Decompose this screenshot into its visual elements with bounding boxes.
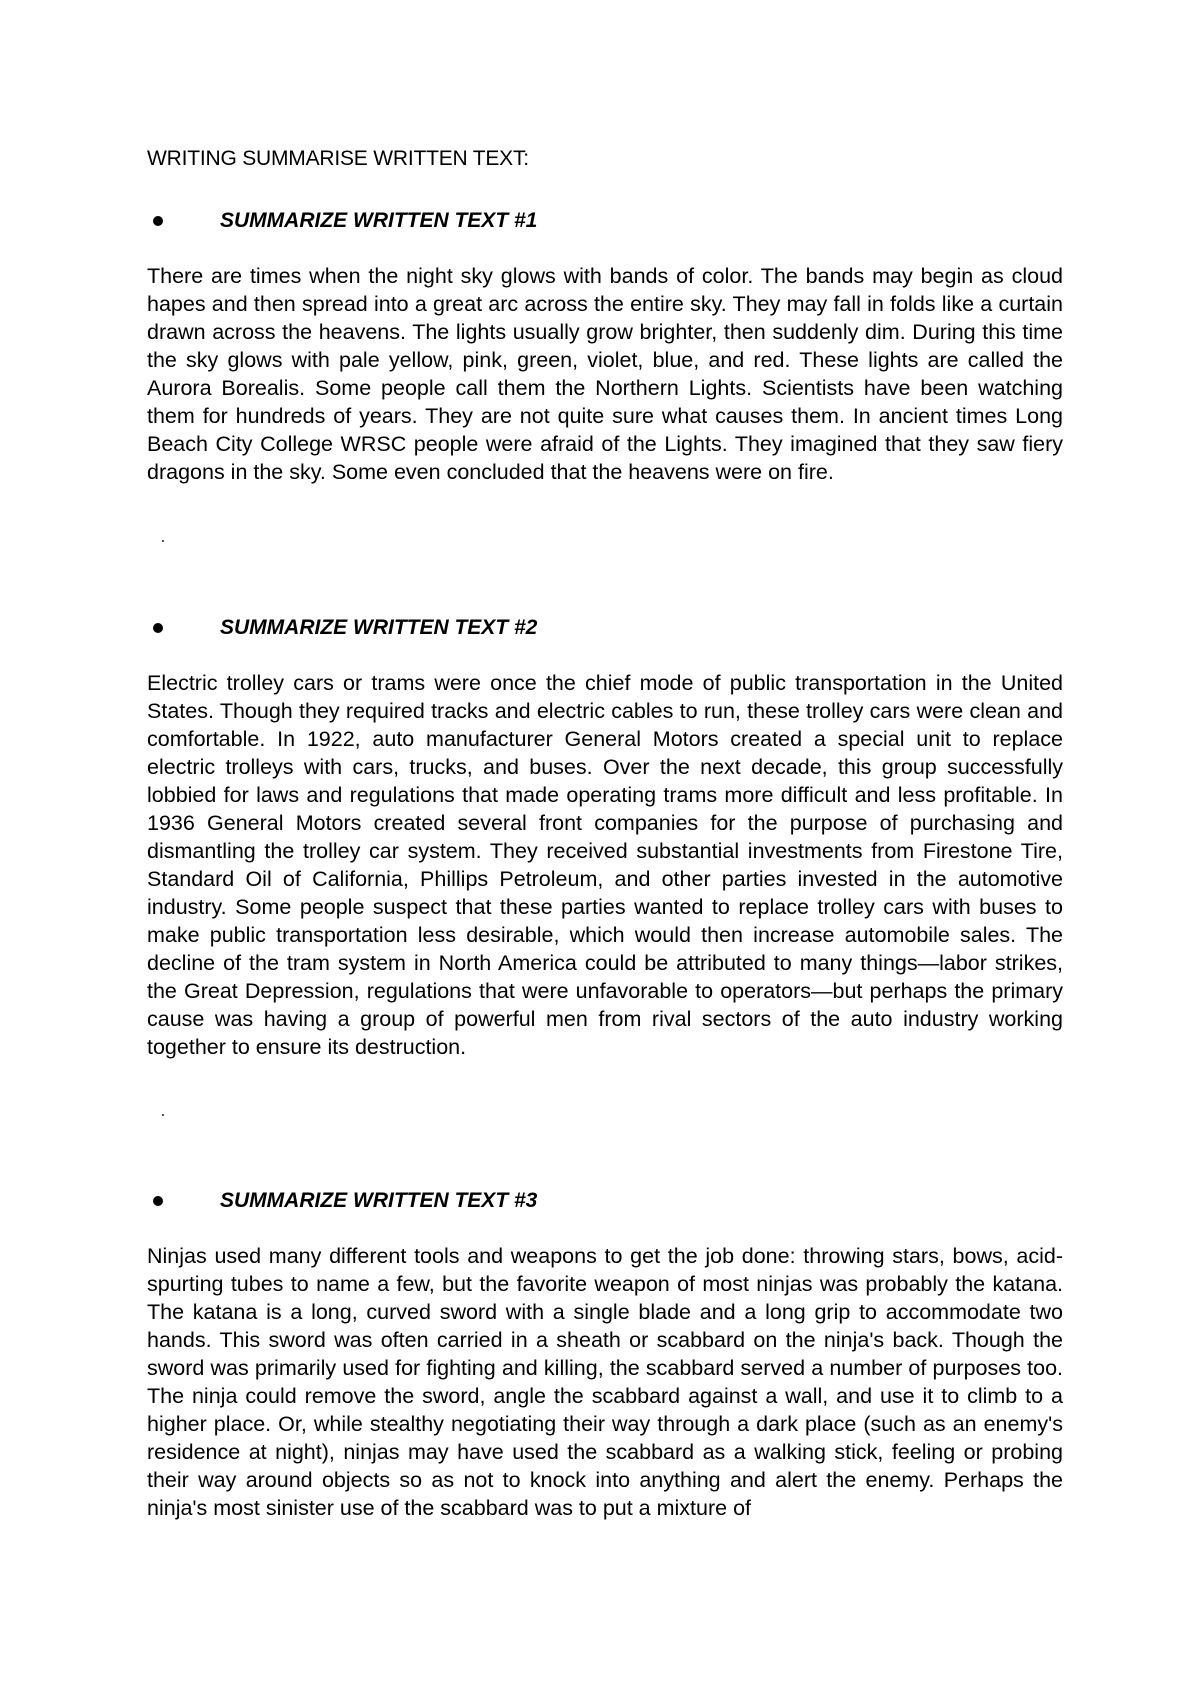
section-heading-2 xyxy=(147,615,1067,641)
bullet-icon xyxy=(153,1196,163,1206)
bullet-icon xyxy=(153,216,163,226)
stray-mark xyxy=(162,1114,164,1116)
section-body-3: Ninjas used many different tools and weapons to get the job done: throwing stars, bows, acid-spurting tubes to name a few, but the favorite weapon of most ninjas was probably the katana. The katana is a long, curved sword with a single blade and a long grip to accommodate two hands. This sword was often carried in a sheath or scabbard on the ninja's back. Though the sword was primarily used for fighting and killing, the scabbard served a number of purposes too. The ninja could remove the sword, angle the scabbard against a wall, and use it to climb to a higher place. Or, while stealthy negotiating their way through a dark place (such as an enemy's residence at night), ninjas may have used the scabbard as a walking stick, feeling or probing their way around objects so as not to knock into anything and alert the enemy. Perhaps the ninja's most sinister use of the scabbard was to put a mixture of xyxy=(147,1244,1063,1520)
section-heading-1 xyxy=(147,208,1067,234)
section-heading-3 xyxy=(147,1188,1067,1214)
section-heading-text: SUMMARIZE WRITTEN TEXT #1 xyxy=(220,209,538,232)
section-body-2: Electric trolley cars or trams were once the chief mode of public transportation in the United States. Though they required tracks and electric cables to run, these trolley cars were clean and comfortable. In 1922, auto manufacturer General Motors created a special unit to replace electric trolleys with cars, trucks, and buses. Over the next decade, this group successfully lobbied for laws and regulations that made operating trams more difficult and less profitable. In 1936 General Motors created several front companies for the purpose of purchasing and dismantling the trolley car system. They received substantial investments from Firestone Tire, Standard Oil of California, Phillips Petroleum, and other parties invested in the automotive industry. Some people suspect that these parties wanted to replace trolley cars with buses to make public transportation less desirable, which would then increase automobile sales. The decline of the tram system in North America could be attributed to many things—labor strikes, the Great Depression, regulations that were unfavorable to operators—but perhaps the primary cause was having a group of powerful men from rival sectors of the auto industry working together to ensure its destruction. xyxy=(147,671,1063,1059)
section-body-1: There are times when the night sky glows with bands of color. The bands may begin as cloud hapes and then spread into a great arc across the entire sky. They may fall in folds like a curtain drawn across the heavens. The lights usually grow brighter, then suddenly dim. During this time the sky glows with pale yellow, pink, green, violet, blue, and red. These lights are called the Aurora Borealis. Some people call them the Northern Lights. Scientists have been watching them for hundreds of years. They are not quite sure what causes them. In ancient times Long Beach City College WRSC people were afraid of the Lights. They imagined that they saw fiery dragons in the sky. Some even concluded that the heavens were on fire. xyxy=(147,264,1063,484)
document-title: WRITING SUMMARISE WRITTEN TEXT: xyxy=(147,147,529,170)
section-heading-text: SUMMARIZE WRITTEN TEXT #2 xyxy=(220,616,538,639)
bullet-icon xyxy=(153,623,163,633)
stray-mark xyxy=(162,540,164,542)
section-heading-text: SUMMARIZE WRITTEN TEXT #3 xyxy=(220,1189,538,1212)
